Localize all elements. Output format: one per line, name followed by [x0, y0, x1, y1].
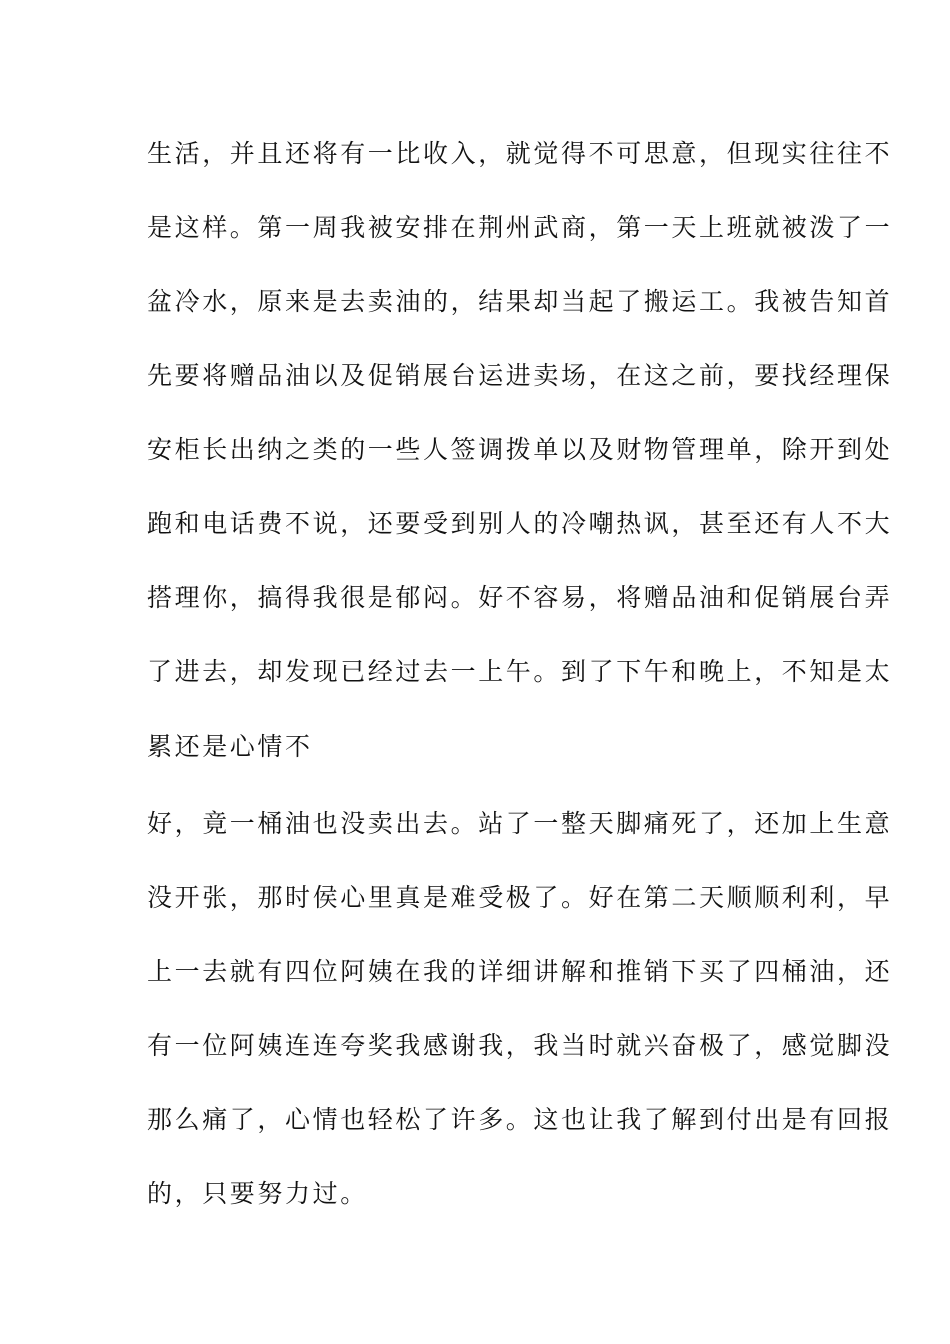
text-line: 先要将赠品油以及促销展台运进卖场，在这之前，要找经理保: [147, 361, 893, 390]
text-line: 跑和电话费不说，还要受到别人的冷嘲热讽，甚至还有人不大: [147, 509, 893, 538]
text-line: 上一去就有四位阿姨在我的详细讲解和推销下买了四桶油，还: [147, 957, 893, 986]
text-line: 累还是心情不: [147, 732, 313, 761]
text-line: 盆冷水，原来是去卖油的，结果却当起了搬运工。我被告知首: [147, 287, 893, 316]
text-line: 安柜长出纳之类的一些人签调拨单以及财物管理单，除开到处: [147, 435, 893, 464]
text-line: 生活，并且还将有一比收入，就觉得不可思意，但现实往往不: [147, 139, 893, 168]
text-line: 搭理你，搞得我很是郁闷。好不容易，将赠品油和促销展台弄: [147, 583, 893, 612]
text-line: 是这样。第一周我被安排在荆州武商，第一天上班就被泼了一: [147, 213, 893, 242]
text-line: 了进去，却发现已经过去一上午。到了下午和晚上，不知是太: [147, 657, 893, 686]
text-line: 好，竟一桶油也没卖出去。站了一整天脚痛死了，还加上生意: [147, 809, 893, 838]
text-line: 的，只要努力过。: [147, 1179, 368, 1208]
text-line: 有一位阿姨连连夸奖我感谢我，我当时就兴奋极了，感觉脚没: [147, 1031, 893, 1060]
text-line: 那么痛了，心情也轻松了许多。这也让我了解到付出是有回报: [147, 1105, 893, 1134]
text-line: 没开张，那时侯心里真是难受极了。好在第二天顺顺利利，早: [147, 883, 893, 912]
